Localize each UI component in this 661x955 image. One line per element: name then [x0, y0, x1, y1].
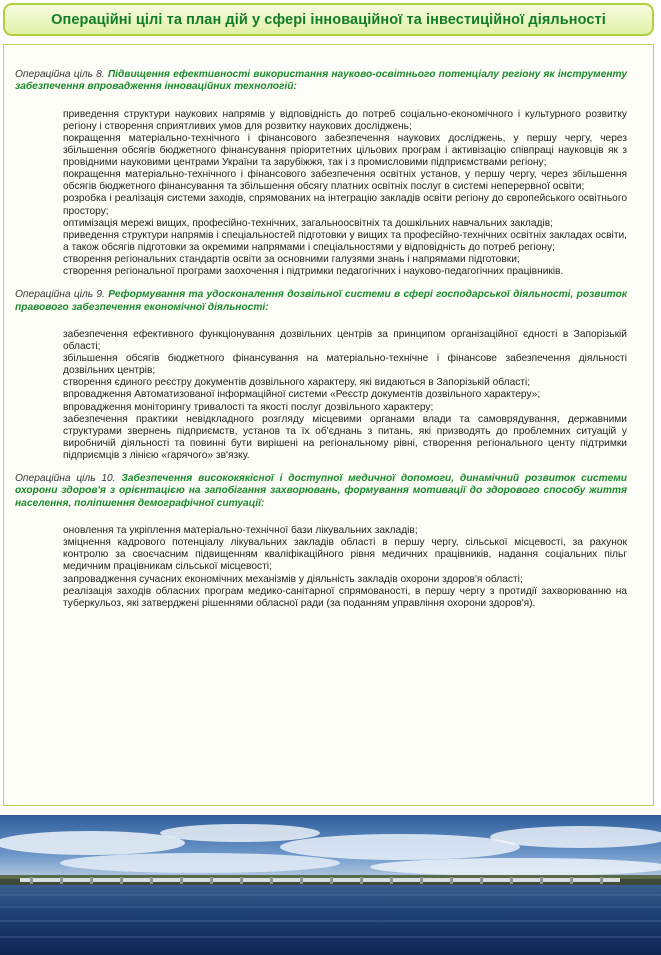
list-item: приведення структури наукових напрямів у відповідність до потреб соціально-економічного і культурного розвитку регіону і створення сприятливих умов для розвитку наукових досліджень; [63, 108, 627, 132]
list-item: зміцнення кадрового потенціалу лікувальних закладів області в першу чергу, сільської місцевості, за рахунок контролю за своєчасним підвищенням кваліфікаційного рівня медичних працівників, надання соціальних пільг медичним працівникам сільської місцевості; [63, 537, 627, 573]
goal-items [63, 109, 627, 278]
list-item: впровадження моніторингу тривалості та якості послуг дозвільного характеру; [63, 401, 434, 413]
list-item: збільшення обсягів бюджетного фінансування на матеріально-технічне і фінансове забезпечення діяльності дозвільних центрів; [63, 353, 627, 377]
goal-heading [15, 289, 627, 314]
list-item: створення єдиного реєстру документів дозвільного характеру, які видаються в Запорізькій області; [63, 377, 531, 389]
list-item: створення регіональних стандартів освіти за основними галузями знань і напрямами підготовки; [63, 253, 520, 265]
river-dam-landscape-photo [0, 815, 661, 955]
operational-goal-9 [15, 289, 627, 462]
list-item: забезпечення ефективного функціонування дозвільних центрів за принципом організаційної єдності в Запорізькій області; [63, 328, 627, 353]
page-header [3, 3, 654, 36]
goal-items [63, 329, 627, 462]
page-title: Операційні цілі та план дій у сфері інноваційної та інвестиційної діяльності [51, 11, 606, 28]
goal-heading [15, 69, 627, 94]
list-item: покращення матеріально-технічного і фінансового забезпечення освітніх установ, у першу чергу, через збільшення обсягів бюджетного фінансування та збільшення обсягу платних освітніх послуг в системі неперервної освіти; [63, 169, 627, 193]
landscape-image [0, 815, 661, 955]
goal-title: Реформування та удосконалення дозвільної системи в сфері господарської діяльності, розвиток правового забезпечення економічної діяльності: [15, 289, 627, 313]
operational-goal-10 [15, 473, 627, 610]
list-item: забезпечення практики невідкладного розгляду місцевими органами влади та самоврядування, державними структурами звернень підприємств, установ та їх об'єднань з питань, які призводять до проблемних ситуацій у виробничій діяльності та повинні бути вирішені на регіональному рівні, створення регіонального центу підтримки підприємців з лінією «гарячого» зв'язку. [63, 413, 627, 461]
operational-goal-8 [15, 69, 627, 278]
list-item: впровадження Автоматизованої інформаційної системи «Реєстр документів дозвільного характеру»; [63, 389, 541, 401]
goal-items [63, 525, 627, 610]
list-item: розробка і реалізація системи заходів, спрямованих на інтеграцію закладів освіти регіону до європейського освітнього простору; [63, 193, 627, 217]
list-item: реалізація заходів обласних програм медико-санітарної спрямованості, в першу чергу з протидії захворюванню на туберкульоз, які затверджені рішеннями обласної ради (за поданням управління охорони здоров'я). [63, 585, 627, 609]
goal-title: Підвищення ефективності використання науково-освітнього потенціалу регіону як інструменту забезпечення впровадження інноваційних технологій: [15, 69, 627, 93]
list-item: оновлення та укріплення матеріально-технічної бази лікувальних закладів; [63, 525, 418, 537]
content-panel [3, 44, 654, 806]
list-item: покращення матеріально-технічного і фінансового забезпечення наукових досліджень, у першу чергу, через збільшення обсягів бюджетного фінансування пріоритетних цільових програм і активізацію співпраці науковців як з провідними науковими центрами України та зарубіжжя, так і з промисловими підприємствами регіону; [63, 133, 627, 169]
goal-title: Забезпечення висококякісної і доступної медичної допомоги, динамічний розвиток системи охорони здоров'я з орієнтацією на запобігання захворювань, формування мотивації до здорового способу життя населення, поліпшення демографічної ситуації: [15, 472, 627, 509]
goal-label: Операційна ціль 9. [15, 289, 105, 301]
goal-heading [15, 473, 627, 510]
goal-label: Операційна ціль 8. [15, 69, 105, 80]
list-item: запровадження сучасних економічних механізмів у діяльність закладів охорони здоров'я області; [63, 573, 523, 585]
goal-label: Операційна ціль 10. [15, 472, 116, 484]
list-item: оптимізація мережі вищих, професійно-технічних, загальноосвітніх та дошкільних навчальних закладів; [63, 217, 553, 229]
list-item: створення регіональної програми заохочення і підтримки педагогічних і науково-педагогічних працівників. [63, 266, 564, 278]
list-item: приведення структури напрямів і спеціальностей підготовки у вищих та професійно-технічних освітніх закладах освіти, а також обсягів підготовки за окремими напрямами і спеціальностями у відповідність до потреб регіону; [63, 229, 627, 253]
